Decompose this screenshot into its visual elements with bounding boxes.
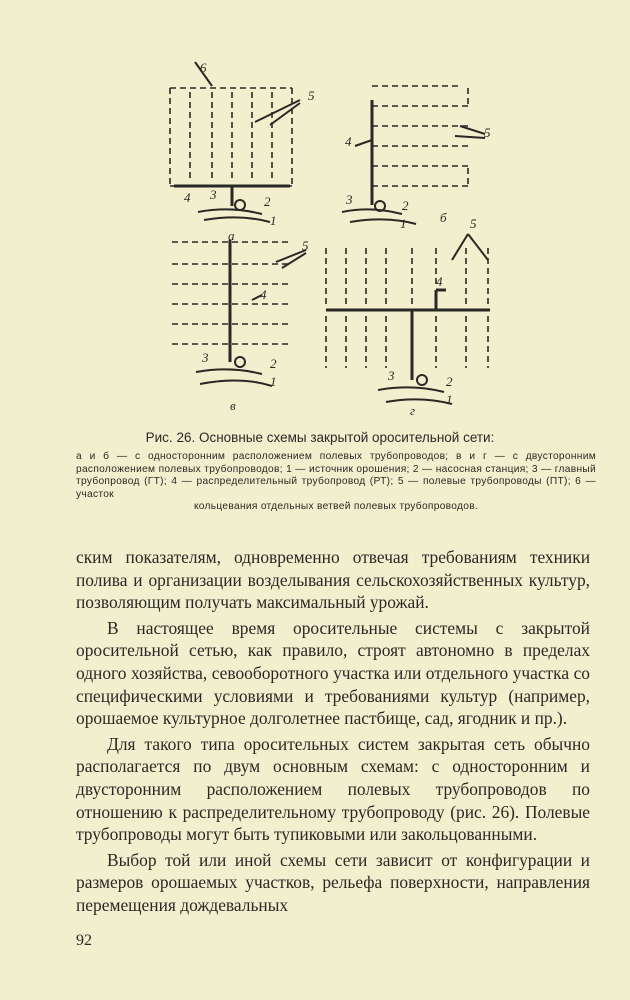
paragraph: ским показателям, одновременно отвечая требованиям техники полива и организации возделывания сельскохозяйственных культур, позволяющим получать максимальный урожай. <box>76 547 590 613</box>
label-b-3: 3 <box>346 192 353 207</box>
page-number: 92 <box>76 932 92 949</box>
label-v-3: 3 <box>202 350 209 365</box>
label-b-2: 2 <box>402 198 409 213</box>
caption-body-text: а и б — с односторонним расположением полевых трубопроводов; в и г — с двусторонним расположением полевых трубопроводов; 1 — источник орошения; 2 — насосная станция; 3 — главный трубопровод (ГТ); 4 — распределительный трубопровод (РТ); 5 — полевые трубопроводы (ПТ); 6 — участок <box>76 451 596 500</box>
label-b-5: 5 <box>484 125 491 140</box>
label-g: г <box>410 403 416 418</box>
label-a-6: 6 <box>200 60 207 75</box>
figure-caption-body <box>76 451 596 514</box>
paragraph: Для такого типа оросительных систем закрытая сеть обычно располагается по двум основным схемам: с односторонним и двусторонним расположением полевых трубопроводов по отношению к распределительному трубопроводу (рис. 26). Полевые трубопроводы могут быть тупиковыми или закольцованными. <box>76 733 590 845</box>
scheme-v <box>172 240 306 386</box>
label-a-1: 1 <box>270 213 277 228</box>
scheme-g <box>326 234 490 404</box>
label-b-1: 1 <box>400 216 407 231</box>
label-g-4: 4 <box>436 274 443 289</box>
label-a-3: 3 <box>210 187 217 202</box>
paragraph: Выбор той или иной схемы сети зависит от конфигурации и размеров орошаемых участков, рельефа поверхности, направления перемещения дождевальных <box>76 849 590 915</box>
label-g-1: 1 <box>446 392 453 407</box>
label-b: б <box>440 210 447 225</box>
label-a-4: 4 <box>184 190 191 205</box>
figure-26-schemes <box>0 0 630 420</box>
paragraph: В настоящее время оросительные системы с закрытой оросительной сетью, как правило, строят автономно в пределах одного хозяйства, севооборотного участка или отдельного участка со специфическими условиями и требованиями культур (например, орошаемое культурное долголетнее пастбище, сад, ягодник и пр.). <box>76 617 590 729</box>
label-b-4: 4 <box>345 134 352 149</box>
label-a: а <box>228 228 235 243</box>
label-v: в <box>230 398 236 413</box>
label-v-1: 1 <box>270 374 277 389</box>
scheme-b <box>342 86 485 224</box>
label-g-3: 3 <box>388 368 395 383</box>
label-v-4: 4 <box>260 287 267 302</box>
label-v-5: 5 <box>302 238 309 253</box>
label-g-2: 2 <box>446 374 453 389</box>
label-a-5: 5 <box>308 88 315 103</box>
main-text <box>76 546 590 917</box>
label-g-5: 5 <box>470 216 477 231</box>
figure-caption-title: Рис. 26. Основные схемы закрытой оросительной сети: <box>145 430 495 445</box>
label-v-2: 2 <box>270 356 277 371</box>
label-a-2: 2 <box>264 194 271 209</box>
caption-last-line: кольцевания отдельных ветвей полевых трубопроводов. <box>193 501 479 513</box>
